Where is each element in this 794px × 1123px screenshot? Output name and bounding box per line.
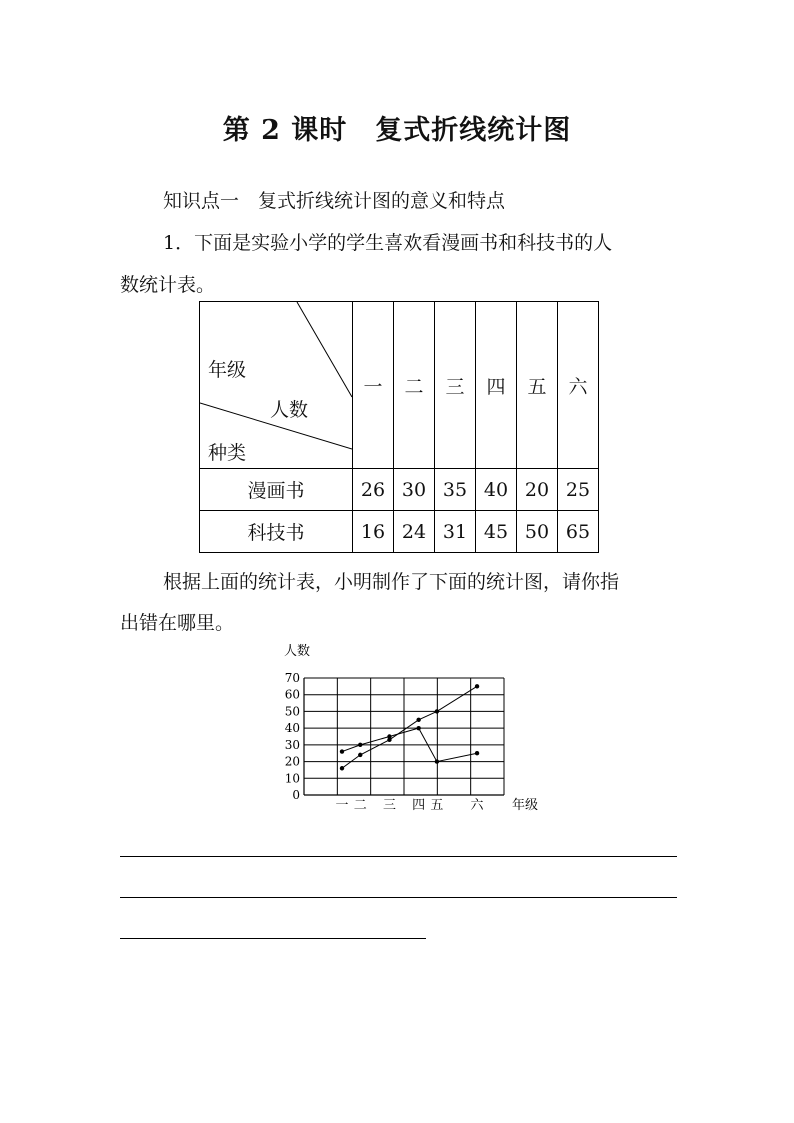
- value-cell: 40: [476, 469, 517, 511]
- table-row: [200, 469, 599, 511]
- question-text-line2: 数统计表。: [120, 274, 216, 296]
- value-cell: 65: [558, 511, 599, 553]
- answer-line: [120, 897, 677, 898]
- value-cell: 31: [435, 511, 476, 553]
- y-tick-label: 30: [284, 737, 300, 752]
- y-tick-label: 40: [284, 721, 300, 736]
- table-row: [200, 511, 599, 553]
- x-axis-label: 年级: [512, 798, 539, 813]
- value-cell: 50: [517, 511, 558, 553]
- x-tick-label: 四: [412, 798, 426, 813]
- instruction-text-line1: 根据上面的统计表，小明制作了下面的统计图，请你指: [163, 571, 620, 593]
- row-label-cell: 科技书: [200, 511, 353, 553]
- grade-header-cell: 五: [517, 302, 558, 469]
- corner-label-grade: 年级: [208, 359, 247, 381]
- y-tick-label: 70: [284, 671, 300, 685]
- grade-header-cell: 二: [394, 302, 435, 469]
- x-tick-label: 五: [430, 798, 444, 813]
- row-label-cell: 漫画书: [200, 469, 353, 511]
- data-point: [435, 759, 439, 763]
- y-tick-label: 10: [284, 771, 300, 786]
- y-axis-label: 人数: [284, 644, 311, 659]
- data-point: [416, 726, 420, 730]
- x-tick-label: 二: [353, 798, 367, 813]
- instruction-text-line2: 出错在哪里。: [120, 612, 235, 634]
- value-cell: 25: [558, 469, 599, 511]
- data-point: [387, 738, 391, 742]
- x-tick-label: 三: [382, 798, 396, 813]
- data-point: [475, 751, 479, 755]
- value-cell: 24: [394, 511, 435, 553]
- data-point: [340, 766, 344, 770]
- answer-line: [120, 938, 426, 939]
- y-tick-label: 60: [284, 687, 300, 702]
- value-cell: 45: [476, 511, 517, 553]
- table-corner-cell: [200, 302, 353, 469]
- x-tick-label: 六: [470, 798, 484, 813]
- answer-line: [120, 856, 677, 857]
- data-point: [416, 718, 420, 722]
- data-point: [358, 753, 362, 757]
- statistics-table: [199, 301, 599, 553]
- grade-header-cell: 一: [353, 302, 394, 469]
- knowledge-point-heading: 知识点一 复式折线统计图的意义和特点: [163, 190, 506, 212]
- value-cell: 16: [353, 511, 394, 553]
- page-title: 第 2 课时 复式折线统计图: [222, 115, 572, 146]
- data-point: [340, 749, 344, 753]
- y-tick-label: 0: [292, 788, 300, 802]
- line-chart: [270, 640, 560, 820]
- corner-label-count: 人数: [270, 399, 309, 421]
- value-cell: 26: [353, 469, 394, 511]
- grade-header-cell: 四: [476, 302, 517, 469]
- y-tick-label: 20: [284, 754, 300, 769]
- value-cell: 35: [435, 469, 476, 511]
- corner-label-kind: 种类: [208, 442, 247, 464]
- data-point: [358, 743, 362, 747]
- grade-header-cell: 三: [435, 302, 476, 469]
- series-line: [342, 686, 477, 768]
- grade-header-cell: 六: [558, 302, 599, 469]
- data-point: [435, 709, 439, 713]
- data-point: [475, 684, 479, 688]
- question-text-line1: 1．下面是实验小学的学生喜欢看漫画书和科技书的人: [163, 232, 613, 254]
- y-tick-label: 50: [284, 704, 300, 719]
- value-cell: 30: [394, 469, 435, 511]
- value-cell: 20: [517, 469, 558, 511]
- x-tick-label: 一: [335, 798, 349, 813]
